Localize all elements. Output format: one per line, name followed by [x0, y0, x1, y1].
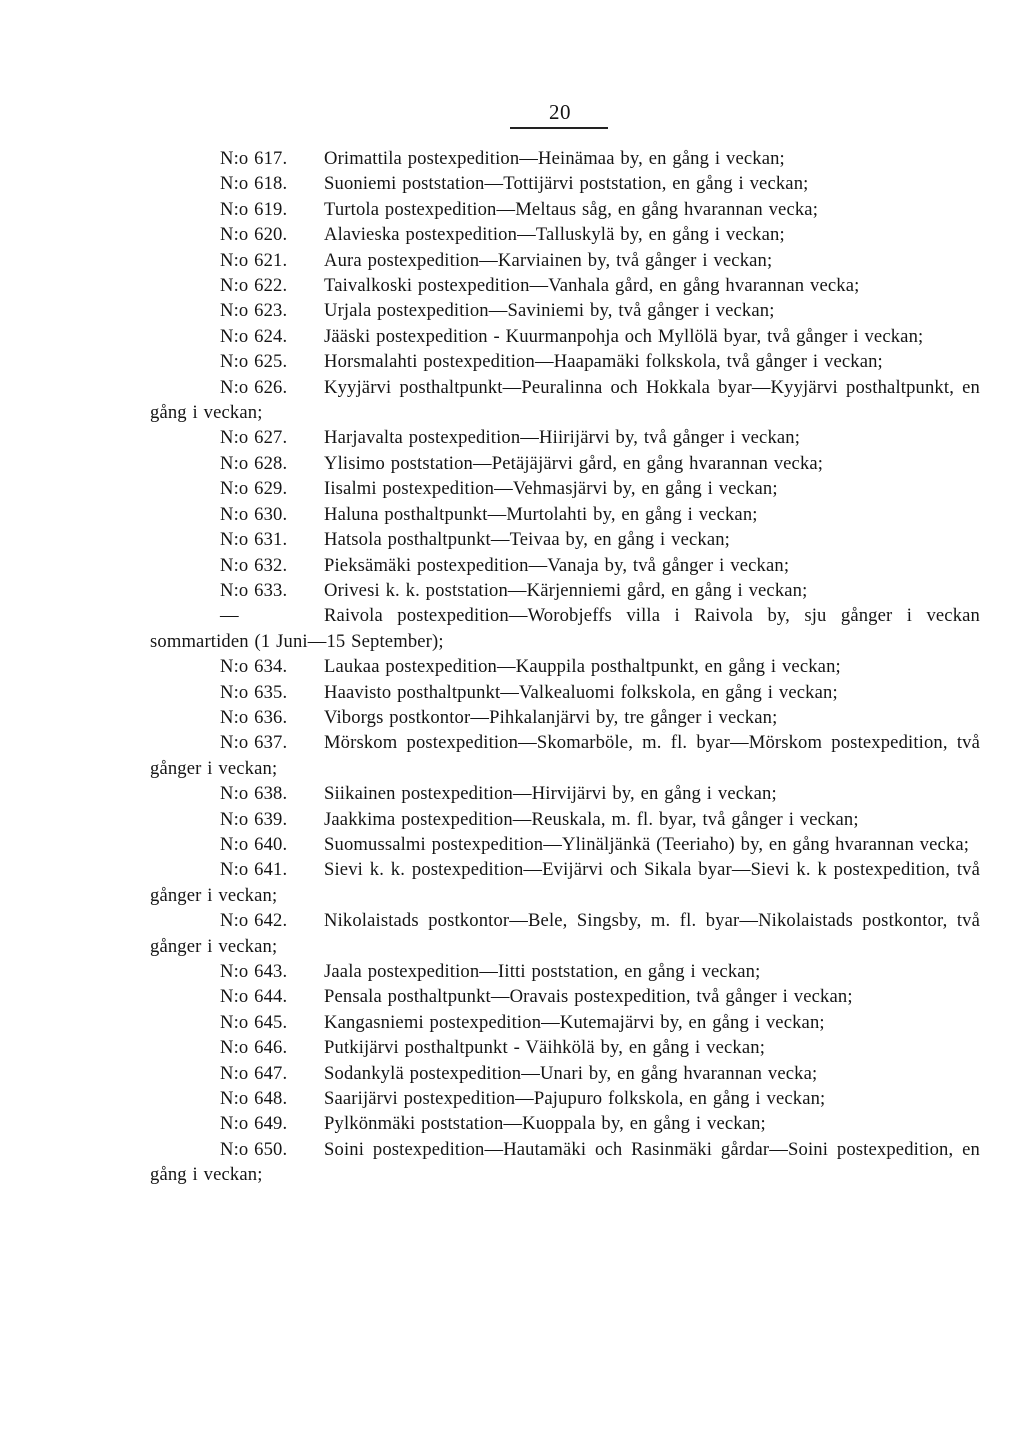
- entry-text: Kyyjärvi posthaltpunkt—Peuralinna och Hokkala byar—Kyyjärvi posthaltpunkt, en gång i veckan;: [150, 376, 980, 424]
- entry-number: N:o 617.: [220, 148, 288, 169]
- entry-text: Soini postexpedition—Hautamäki och Rasinmäki gårdar—Soini postexpedition, en gång i veckan;: [150, 1138, 980, 1186]
- entry-number: N:o 627.: [220, 427, 288, 449]
- entry-number: N:o 644.: [220, 986, 288, 1008]
- entry-text: Alavieska postexpedition—Talluskylä by, en gång i veckan;: [324, 224, 785, 246]
- entry-text: Raivola postexpedition—Worobjeffs villa i Raivola by, sju gånger i veckan sommartiden (1 Juni—15 September);: [150, 605, 980, 652]
- entry-number: N:o 628.: [220, 452, 288, 474]
- entry-text: Jääski postexpedition - Kuurmanpohja och Myllölä byar, två gånger i veckan;: [324, 325, 924, 347]
- list-item: [150, 1086, 980, 1111]
- entry-text: Jaakkima postexpedition—Reuskala, m. fl. byar, två gånger i veckan;: [324, 808, 859, 830]
- list-item: [150, 578, 980, 603]
- entry-number: N:o 650.: [220, 1138, 288, 1160]
- list-item: [150, 959, 980, 984]
- list-item: [150, 248, 980, 273]
- entry-number: N:o 649.: [220, 1113, 288, 1135]
- list-item: [150, 146, 980, 171]
- list-item: [150, 730, 980, 781]
- entry-number: N:o 634.: [220, 656, 288, 678]
- entry-number: N:o 646.: [220, 1037, 288, 1059]
- entry-number: N:o 630.: [220, 503, 288, 525]
- entry-text: Siikainen postexpedition—Hirvijärvi by, en gång i veckan;: [324, 783, 777, 805]
- entry-number: N:o 622.: [220, 275, 288, 297]
- entry-number: N:o 636.: [220, 706, 288, 728]
- entry-number: N:o 648.: [220, 1088, 288, 1110]
- list-item: [150, 680, 980, 705]
- entry-number: N:o 626.: [220, 376, 288, 398]
- list-item: [150, 1111, 980, 1136]
- page-number-rule: [510, 127, 608, 129]
- entry-text: Taivalkoski postexpedition—Vanhala gård, en gång hvarannan vecka;: [324, 275, 860, 297]
- entry-number: N:o 639.: [220, 808, 288, 830]
- entry-number: N:o 640.: [220, 833, 288, 855]
- entry-text: Orimattila postexpedition—Heinämaa by, en gång i veckan;: [324, 148, 785, 169]
- list-item: [150, 502, 980, 527]
- entry-text: Putkijärvi posthaltpunkt - Väihkölä by, en gång i veckan;: [324, 1037, 766, 1059]
- entry-number: N:o 629.: [220, 478, 288, 500]
- list-item: [150, 1137, 980, 1188]
- entry-number: N:o 635.: [220, 681, 288, 703]
- entry-number: N:o 632.: [220, 554, 288, 576]
- entry-number: N:o 645.: [220, 1011, 288, 1033]
- entry-number: N:o 641.: [220, 859, 288, 881]
- entry-dash: —: [220, 605, 239, 627]
- entry-text: Harjavalta postexpedition—Hiirijärvi by, två gånger i veckan;: [324, 427, 801, 449]
- entry-text: Horsmalahti postexpedition—Haapamäki folkskola, två gånger i veckan;: [324, 351, 883, 373]
- list-item: [150, 476, 980, 501]
- entry-number: N:o 623.: [220, 300, 288, 322]
- entry-number: N:o 633.: [220, 579, 288, 601]
- list-item: [150, 197, 980, 222]
- entry-number: N:o 643.: [220, 961, 288, 982]
- list-item: [150, 273, 980, 298]
- entry-number: N:o 618.: [220, 173, 288, 195]
- entry-text: Ylisimo poststation—Petäjäjärvi gård, en gång hvarannan vecka;: [324, 452, 824, 474]
- list-item: [150, 908, 980, 959]
- entry-number: N:o 647.: [220, 1062, 288, 1084]
- list-item: [150, 807, 980, 832]
- list-item: [150, 222, 980, 247]
- page-number: 20: [549, 100, 571, 124]
- list-item: [150, 654, 980, 679]
- list-item: [150, 832, 980, 857]
- list-item: [150, 375, 980, 426]
- entry-text: Saarijärvi postexpedition—Pajupuro folkskola, en gång i veckan;: [324, 1088, 826, 1110]
- entry-text: Pylkönmäki poststation—Kuoppala by, en gång i veckan;: [324, 1113, 766, 1135]
- entry-text: Pensala posthaltpunkt—Oravais postexpedition, två gånger i veckan;: [324, 986, 853, 1008]
- entry-number: N:o 619.: [220, 198, 288, 220]
- entry-text: Mörskom postexpedition—Skomarböle, m. fl. byar—Mörskom postexpedition, två gånger i veckan;: [150, 732, 980, 779]
- entry-number: N:o 631.: [220, 529, 288, 551]
- entry-text: Sievi k. k. postexpedition—Evijärvi och Sikala byar—Sievi k. k postexpedition, två gånger i veckan;: [150, 859, 980, 906]
- list-item: [150, 349, 980, 374]
- entry-text: Laukaa postexpedition—Kauppila posthaltpunkt, en gång i veckan;: [324, 656, 841, 678]
- entry-number: N:o 625.: [220, 351, 288, 373]
- entry-text: Haluna posthaltpunkt—Murtolahti by, en gång i veckan;: [324, 503, 758, 525]
- list-item: [150, 298, 980, 323]
- entry-text: Pieksämäki postexpedition—Vanaja by, två gånger i veckan;: [324, 554, 790, 576]
- entry-text: Haavisto posthaltpunkt—Valkealuomi folkskola, en gång i veckan;: [324, 681, 838, 703]
- list-item: [150, 527, 980, 552]
- entry-text: Kangasniemi postexpedition—Kutemajärvi by, en gång i veckan;: [324, 1011, 825, 1033]
- list-item: [150, 171, 980, 196]
- list-item: [150, 857, 980, 908]
- list-item: [150, 603, 980, 654]
- entry-text: Iisalmi postexpedition—Vehmasjärvi by, en gång i veckan;: [324, 478, 778, 500]
- entry-text: Jaala postexpedition—Iitti poststation, en gång i veckan;: [324, 961, 761, 982]
- list-item: [150, 451, 980, 476]
- list-item: [150, 1010, 980, 1035]
- entry-text: Hatsola posthaltpunkt—Teivaa by, en gång i veckan;: [324, 529, 731, 551]
- list-item: [150, 705, 980, 730]
- entry-text: Suoniemi poststation—Tottijärvi poststation, en gång i veckan;: [324, 173, 809, 195]
- entry-text: Turtola postexpedition—Meltaus såg, en gång hvarannan vecka;: [324, 198, 819, 220]
- entry-list: [150, 146, 980, 1188]
- entry-text: Aura postexpedition—Karviainen by, två gånger i veckan;: [324, 249, 773, 271]
- entry-number: N:o 638.: [220, 783, 288, 805]
- list-item: [150, 324, 980, 349]
- list-item: [150, 425, 980, 450]
- entry-text: Nikolaistads postkontor—Bele, Singsby, m. fl. byar—Nikolaistads postkontor, två gånger i veckan;: [150, 910, 980, 957]
- entry-number: N:o 620.: [220, 224, 288, 246]
- entry-number: N:o 621.: [220, 249, 288, 271]
- entry-number: N:o 637.: [220, 732, 288, 754]
- entry-number: N:o 624.: [220, 325, 288, 347]
- entry-text: Orivesi k. k. poststation—Kärjenniemi gård, en gång i veckan;: [324, 579, 808, 601]
- entry-text: Suomussalmi postexpedition—Ylinäljänkä (Teeriaho) by, en gång hvarannan vecka;: [324, 833, 970, 855]
- entry-text: Viborgs postkontor—Pihkalanjärvi by, tre gånger i veckan;: [324, 706, 778, 728]
- entry-text: Urjala postexpedition—Saviniemi by, två gånger i veckan;: [324, 300, 775, 322]
- entry-number: N:o 642.: [220, 910, 288, 932]
- list-item: [150, 1061, 980, 1086]
- list-item: [150, 1035, 980, 1060]
- list-item: [150, 984, 980, 1009]
- entry-text: Sodankylä postexpedition—Unari by, en gång hvarannan vecka;: [324, 1062, 818, 1084]
- list-item: [150, 553, 980, 578]
- list-item: [150, 781, 980, 806]
